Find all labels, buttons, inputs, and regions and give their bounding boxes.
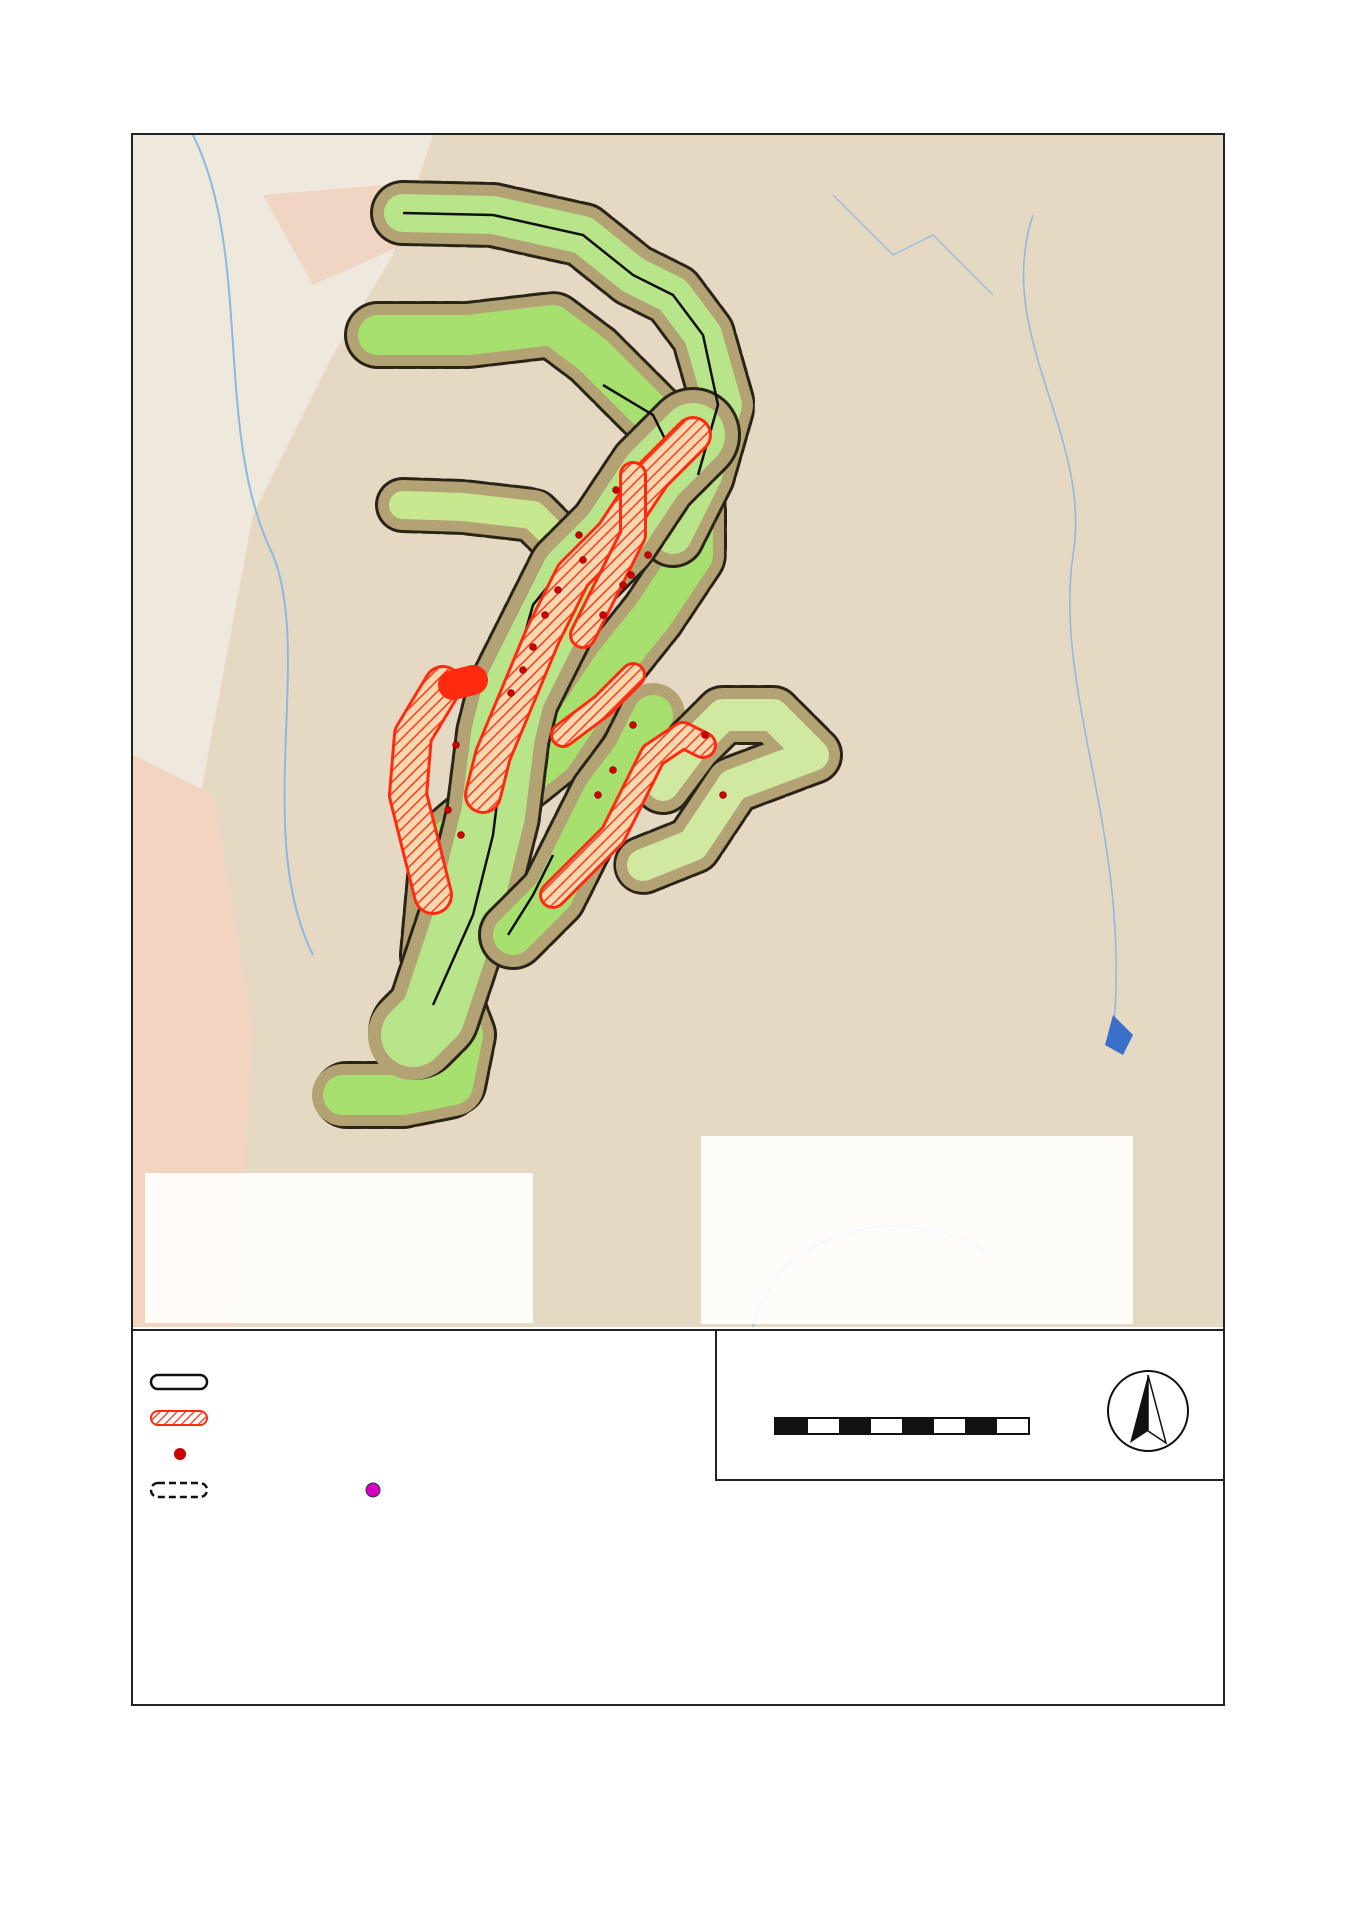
legend-area xyxy=(133,1329,1223,1706)
map-frame xyxy=(131,133,1225,1706)
project-area-symbol xyxy=(147,1371,213,1393)
legend-item-survey-point xyxy=(351,1479,395,1501)
north-arrow-icon xyxy=(1102,1361,1194,1461)
map-notes xyxy=(701,1136,1133,1324)
vegetation-legend xyxy=(145,1516,1215,1696)
legend-item-project-area xyxy=(147,1371,213,1393)
turbine-dot-icon xyxy=(147,1443,213,1465)
legend-item-installation-range xyxy=(147,1407,213,1429)
scale-box xyxy=(715,1331,1225,1481)
turbine-location-note xyxy=(145,1173,533,1323)
survey-point-icon xyxy=(351,1479,395,1501)
legend-item-survey-range xyxy=(147,1479,213,1501)
survey-range-symbol xyxy=(147,1479,213,1501)
installation-range-symbol xyxy=(147,1407,213,1429)
legend xyxy=(133,1331,715,1511)
scale-bar xyxy=(774,1417,1030,1435)
legend-item-turbine xyxy=(147,1443,213,1465)
